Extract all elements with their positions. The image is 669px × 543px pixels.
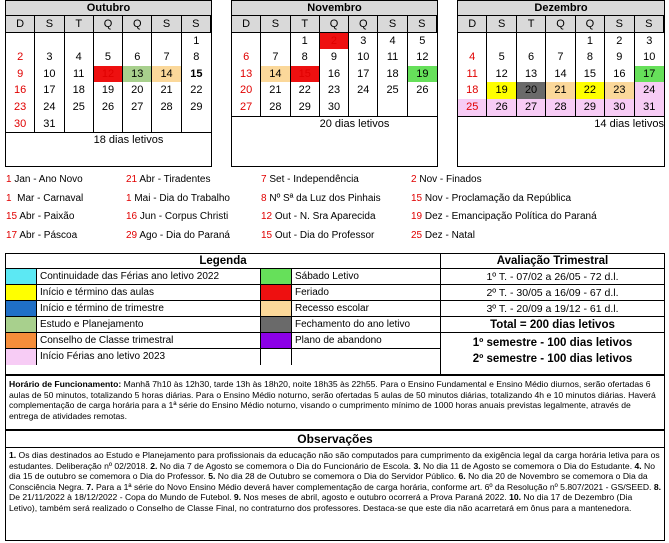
obs-number: 2. [150,460,158,471]
day-cell: 16 [6,82,35,99]
day-cell: 2 [320,33,349,50]
obs-text: No dia 15 de outubro se comemora o Dia do Professor. [9,460,656,482]
holiday-item [6,230,77,242]
legend-row [6,269,440,285]
day-cell: 2 [6,49,35,66]
day-cell: 9 [6,66,35,83]
legend-label: Feriado [295,287,329,298]
legend-swatch [261,317,292,332]
day-cell: 14 [261,66,290,83]
day-cell [458,33,487,50]
day-cell: 17 [635,66,664,83]
legend-label: Sábado Letivo [295,271,359,282]
legend-table [5,253,441,375]
day-cell: 31 [635,99,664,116]
weekday-header: S [152,16,181,33]
day-cell [6,33,35,50]
holiday-day: 1 [6,174,12,185]
month-calendar-outubro [5,0,212,167]
obs-text: No dia 17 de Dezembro (Dia Letivo), também será realizado o Conselho de Classe Final, no contraturno dos professores. Destaca-se que este dia não acarretará em ônus para a mantenedora. [9,492,633,513]
day-cell: 13 [232,66,261,83]
day-cell: 10 [349,49,378,66]
day-cell: 14 [546,66,575,83]
holiday-name: Out - N. Sra Aparecida [272,211,376,222]
day-cell: 30 [605,99,634,116]
day-cell: 29 [190,100,203,113]
day-cell [232,33,261,50]
observacoes-text [6,448,664,516]
weekday-header: D [232,16,261,33]
holiday-name: Nov - Proclamação da República [422,192,572,204]
holiday-item [261,193,381,205]
day-cell: 17 [35,82,64,99]
day-cell: 28 [261,99,290,116]
holiday-day: 16 [126,211,138,222]
legend-label: Estudo e Planejamento [37,317,261,332]
day-cell [123,33,152,50]
observacoes-title: Observações [6,431,664,448]
day-cell [378,99,407,116]
day-cell: 9 [320,49,349,66]
weekday-header: T [517,16,546,33]
day-cell: 23 [605,82,634,99]
holiday-day: 7 [261,174,267,185]
day-cell: 12 [487,66,516,83]
day-cell: 13 [517,66,546,83]
holiday-name: Abr - Paixão [17,211,75,222]
obs-number: 6. [458,471,466,482]
day-cell: 25 [458,99,487,116]
obs-text: No dia 20 de Novembro se comemora o Dia da Consciência Negra. [9,471,648,492]
holiday-item [6,193,83,205]
day-cell: 6 [232,49,261,66]
dias-letivos: 20 dias letivos [232,116,437,130]
day-cell: 21 [546,82,575,99]
day-cell [261,33,290,50]
legend-swatch [6,333,37,348]
holiday-list [6,174,666,248]
day-cell: 8 [193,51,200,64]
holiday-item [126,211,228,223]
holiday-name: Out - Dia do Professor [272,229,375,241]
day-cell: 28 [152,99,181,116]
month-title: Novembro [232,1,437,16]
day-cell: 4 [65,49,94,66]
obs-text: De 21/11/2022 à 18/12/2022 - Copa do Mundo de Futebol. [9,492,234,503]
day-cell: 6 [517,49,546,66]
legend-label: Fechamento do ano letivo [295,319,411,330]
holiday-day: 1 [126,192,132,204]
holiday-name: Abr - Páscoa [17,229,78,241]
obs-text: No dia 28 de Outubro se comemora o Dia do Servidor Público. [215,471,459,482]
legend-label: Plano de abandono [295,335,382,346]
day-cell: 30 [6,116,35,133]
day-cell: 25 [65,99,94,116]
day-cell: 27 [123,99,152,116]
holiday-day: 15 [261,229,273,241]
day-cell [408,99,437,116]
day-cell: 23 [6,99,35,116]
holiday-item [261,230,374,242]
horario-box [5,375,665,430]
day-cell: 4 [378,33,407,50]
day-cell: 20 [517,82,546,99]
day-cell: 22 [291,82,320,99]
day-cell: 2 [605,33,634,50]
day-cell: 1 [576,33,605,50]
weekday-header: S [635,16,664,33]
holiday-day: 12 [261,211,273,222]
holiday-item [6,211,74,223]
day-cell: 18 [65,82,94,99]
weekday-header: Q [320,16,349,33]
day-cell: 3 [646,34,653,47]
weekday-header: S [182,16,211,33]
day-cell [182,116,211,133]
legend-swatch [261,301,292,316]
day-cell: 22 [576,82,605,99]
day-cell: 25 [378,82,407,99]
legend-label [292,349,440,365]
holiday-name: Jan - Ano Novo [11,174,83,185]
holiday-day: 2 [411,174,417,185]
day-cell: 24 [35,99,64,116]
legend-swatch [6,269,37,284]
weekday-header: Q [349,16,378,33]
day-cell: 24 [349,82,378,99]
day-cell [152,33,181,50]
day-cell: 3 [35,49,64,66]
month-calendar-novembro [231,0,438,167]
holiday-day: 8 [261,192,267,204]
day-cell: 14 [152,66,181,83]
holiday-item [411,174,482,186]
obs-number: 3. [413,460,421,471]
legend-swatch [6,285,37,300]
legend-row [6,301,440,317]
day-cell: 4 [458,49,487,66]
day-cell [123,116,152,133]
day-cell: 5 [94,49,123,66]
obs-text: No dia 11 de Agosto se comemora o Dia do Estudante. [420,460,635,471]
day-cell [152,116,181,133]
legend-label: Continuidade das Férias ano letivo 2022 [37,269,261,284]
legend-label: Início Férias ano letivo 2023 [37,349,261,365]
month-calendar-dezembro [457,0,665,167]
day-cell: 27 [517,99,546,116]
total-dias: Total = 200 dias letivos [441,317,664,333]
holiday-name: Mar - Carnaval [11,192,84,204]
weekday-header: Q [546,16,575,33]
semestre-2: 2º semestre - 100 dias letivos [472,353,633,365]
obs-text: No dia 7 de Agosto se comemora o Dia do Funcionário de Escola. [157,460,414,471]
obs-number: 4. [634,460,642,471]
day-cell [65,33,94,50]
holiday-name: Dez - Natal [422,229,475,241]
day-cell [94,33,123,50]
day-cell: 24 [635,82,664,99]
day-cell: 5 [419,34,426,47]
day-cell: 1 [193,34,200,47]
holiday-name: Abr - Tiradentes [137,174,211,185]
holiday-item [411,193,571,205]
weekday-header: T [291,16,320,33]
legend-swatch [261,349,292,365]
day-cell: 19 [408,66,437,83]
dias-letivos: 18 dias letivos [6,132,211,146]
day-cell: 12 [94,66,123,83]
day-cell: 20 [123,82,152,99]
day-cell: 10 [35,66,64,83]
holiday-day: 15 [6,211,18,222]
day-cell: 19 [94,82,123,99]
holiday-day: 15 [411,192,423,204]
day-cell: 22 [190,84,203,97]
obs-number: 8. [653,481,661,492]
day-cell: 8 [576,49,605,66]
day-cell: 7 [546,49,575,66]
obs-number: 10. [509,492,522,503]
day-cell: 29 [291,99,320,116]
day-cell [349,99,378,116]
legend-swatch [261,333,292,348]
legend-swatch [6,317,37,332]
avaliacao-table [440,253,665,375]
legend-swatch [6,301,37,316]
legend-row [6,333,440,349]
day-cell: 16 [605,66,634,83]
day-cell: 8 [291,49,320,66]
day-cell [65,116,94,133]
day-cell: 11 [65,66,94,83]
day-cell: 15 [291,66,320,83]
holiday-day: 25 [411,229,423,241]
day-cell: 15 [576,66,605,83]
avaliacao-title: Avaliação Trimestral [441,254,664,269]
day-cell: 5 [487,49,516,66]
day-cell: 11 [458,66,487,83]
holiday-item [411,230,475,242]
day-cell [35,33,64,50]
day-cell: 6 [123,49,152,66]
day-cell: 31 [35,116,64,133]
legend-row [6,285,440,301]
day-cell: 21 [152,82,181,99]
dias-letivos: 14 dias letivos [458,116,664,130]
day-cell: 15 [190,67,203,80]
day-cell: 28 [546,99,575,116]
holiday-item [126,193,230,205]
holiday-name: Nov - Finados [416,174,482,185]
day-cell: 30 [320,99,349,116]
day-cell [94,116,123,133]
trimestre-1: 1º T. - 07/02 a 26/05 - 72 d.l. [441,269,664,285]
holiday-day: 29 [126,229,138,241]
legend-row [6,317,440,333]
holiday-name: Nº Sª da Luz dos Pinhais [266,192,381,204]
obs-text: Para a 1ª série do Novo Ensino Médio deverá haver complementação de carga horária, conforme art. 6º da Resolução nº 5.807/2021 - GS/SEED. [93,481,654,492]
holiday-item [6,174,83,186]
day-cell [487,33,516,50]
day-cell: 26 [416,84,429,97]
weekday-header: D [6,16,35,33]
weekday-header: S [487,16,516,33]
day-cell: 20 [232,82,261,99]
day-cell: 3 [349,33,378,50]
day-cell: 18 [378,66,407,83]
legend-label: Conselho de Classe trimestral [37,333,261,348]
day-cell: 21 [261,82,290,99]
weekday-header: S [605,16,634,33]
weekday-header: Q [576,16,605,33]
day-cell: 7 [261,49,290,66]
holiday-day: 17 [6,229,18,241]
day-cell: 17 [349,66,378,83]
legend-label: Recesso escolar [295,303,369,314]
day-cell: 19 [487,82,516,99]
legend-label: Início e término das aulas [37,285,261,300]
horario-label: Horário de Funcionamento: [9,379,122,389]
obs-text: Nos meses de abril, agosto e outubro ocorrerá a Prova Paraná 2022. [241,492,510,503]
weekday-header: S [261,16,290,33]
day-cell: 12 [416,51,429,64]
trimestre-2: 2º T. - 30/05 a 16/09 - 67 d.l. [441,285,664,301]
holiday-item [411,211,597,223]
day-cell: 13 [123,66,152,83]
day-cell [546,33,575,50]
semestre-1: 1º semestre - 100 dias letivos [472,337,633,349]
obs-number: 9. [233,492,242,503]
weekday-header: S [408,16,437,33]
month-title: Dezembro [458,1,664,16]
legend-title: Legenda [6,254,440,269]
day-cell: 29 [576,99,605,116]
holiday-name: Set - Independência [266,174,359,185]
weekday-header: Q [94,16,123,33]
day-cell: 27 [232,99,261,116]
trimestre-3: 3º T. - 20/09 a 19/12 - 61 d.l. [441,301,664,317]
holiday-day: 19 [411,211,423,222]
holiday-name: Ago - Dia do Paraná [137,229,230,241]
weekday-header: Q [123,16,152,33]
obs-number: 7. [86,481,94,492]
obs-text: Os dias destinados ao Estudo e Planejamento para profissionais da educação não são computados para cumprimento da exigência legal da carga horária letiva para os estudantes. Deliberação nº 02/2018. [9,450,660,471]
weekday-header: D [458,16,487,33]
day-cell: 7 [152,49,181,66]
holiday-name: Mai - Dia do Trabalho [131,192,230,204]
day-cell: 18 [458,82,487,99]
holiday-name: Jun - Corpus Christi [137,211,229,222]
holiday-item [261,211,376,223]
legend-swatch [6,349,37,365]
weekday-header: S [35,16,64,33]
day-cell: 10 [643,51,656,64]
holiday-name: Dez - Emancipação Política do Paraná [422,211,597,222]
day-cell: 1 [291,33,320,50]
day-cell: 9 [605,49,634,66]
day-cell: 23 [320,82,349,99]
observacoes-box [5,430,665,541]
weekday-header: T [65,16,94,33]
holiday-item [126,230,230,242]
day-cell: 11 [378,49,407,66]
legend-label: Início e término de trimestre [37,301,261,316]
holiday-item [126,174,211,186]
legend-row [6,349,440,365]
legend-swatch [261,285,292,300]
day-cell [517,33,546,50]
holiday-day: 21 [126,174,138,185]
horario-text: Manhã 7h10 às 12h30, tarde 13h às 18h20, noite 18h35 às 22h55. Para o Ensino Fundamental e Ensino Médio diurnos, serão ofertadas 6 aulas de 50 minutos, totalizando 5 horas diárias. Para o Ensino Médio noturno, serão ofertadas 5 aulas de 50 minutos diárias, totalizando 4h e 10 minutos diárias. Haverá complementação de carga horária para a 1ª série do Ensino Médio noturno, visando o cumprimento mínimo de 1000 horas anuais previstas legalmente, através de entrega de atividades remotas. [9,379,656,421]
day-cell: 26 [487,99,516,116]
holiday-item [261,174,359,186]
month-title: Outubro [6,1,211,16]
day-cell: 26 [94,99,123,116]
weekday-header: S [378,16,407,33]
holiday-day: 1 [6,192,12,204]
obs-number: 1. [9,450,17,460]
day-cell: 16 [320,66,349,83]
legend-swatch [261,269,292,284]
obs-number: 5. [208,471,216,482]
